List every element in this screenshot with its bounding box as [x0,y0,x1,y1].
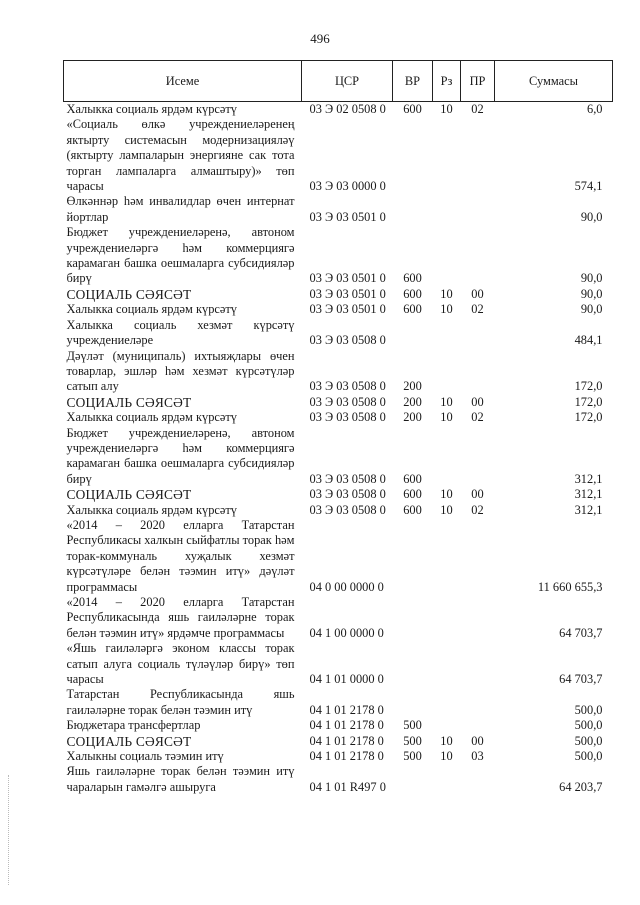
cell-rz [433,764,461,795]
cell-csr: 04 1 01 2178 0 [309,733,384,748]
cell-sum: 312,1 [574,502,603,517]
cell-sum: 574,1 [574,179,603,194]
cell-sum: 500,0 [574,733,603,748]
cell-vr: 600 [403,302,422,317]
table-row [64,764,613,795]
table-row [64,318,613,349]
cell-name: Халыкка социаль ярдәм күрсәтү [66,410,238,425]
header-sum: Суммасы [495,61,613,102]
table-row [64,518,613,595]
cell-sum: 500,0 [574,749,603,764]
cell-rz [433,426,461,488]
cell-name: Дәүләт (муниципаль) ихтыяҗлары өчен товарлар, эшләр һәм хезмәт күрсәтүләр сатып алу [66,348,295,394]
cell-vr [393,518,433,595]
cell-rz [433,318,461,349]
cell-csr: 04 0 00 0000 0 [309,579,384,594]
cell-vr [393,764,433,795]
table-row [64,641,613,687]
cell-sum: 172,0 [574,394,603,409]
cell-pr [461,194,495,225]
cell-pr [461,641,495,687]
table-row [64,349,613,395]
cell-vr: 600 [403,502,422,517]
cell-name: Халыкка социаль хезмәт күрсәтү учреждениеләре [66,317,295,348]
cell-name: СОЦИАЛЬ СӘЯСӘТ [66,487,192,503]
cell-csr: 03 Э 03 0508 0 [309,379,386,394]
table-header [64,61,613,102]
cell-rz: 10 [440,410,453,425]
cell-vr [393,641,433,687]
cell-pr [461,595,495,641]
cell-sum: 64 703,7 [559,672,603,687]
table-row [64,287,613,302]
table-row [64,410,613,425]
cell-name: Бюджет учреждениеләренә, автоном учреждениеләргә һәм коммерциягә карамаган башка оешмаларга субсидияләр бирү [66,225,295,286]
cell-sum: 90,0 [580,271,603,286]
cell-vr: 600 [403,271,422,286]
cell-name: СОЦИАЛЬ СӘЯСӘТ [66,733,192,749]
cell-pr: 00 [471,487,484,502]
cell-csr: 04 1 01 2178 0 [309,718,384,733]
table-row [64,302,613,317]
header-pr: ПР [461,61,495,102]
cell-name: Бюджет учреждениеләренә, автоном учреждениеләргә һәм коммерциягә карамаган башка оешмаларга субсидияләр бирү [66,425,295,486]
cell-rz [433,595,461,641]
cell-csr: 04 1 00 0000 0 [309,625,384,640]
cell-pr: 00 [471,286,484,301]
cell-rz [433,117,461,194]
cell-rz: 10 [440,302,453,317]
cell-name: СОЦИАЛЬ СӘЯСӘТ [66,394,192,410]
table-body [64,102,613,796]
table-row [64,117,613,194]
cell-csr: 03 Э 02 0508 0 [309,102,386,116]
table-row [64,503,613,518]
cell-vr [393,194,433,225]
cell-rz: 10 [440,286,453,301]
cell-vr: 600 [403,471,422,486]
cell-rz: 10 [440,102,453,116]
margin-mark [8,775,9,885]
table-row [64,718,613,733]
cell-pr [461,426,495,488]
cell-name: Халыкка социаль ярдәм күрсәтү [66,302,238,317]
cell-name: Халыкны социаль тәэмин итү [66,749,224,764]
cell-csr: 03 Э 03 0501 0 [309,286,386,301]
cell-name: «Яшь гаиләләргә эконом классы торак сатып алуга социаль түләүләр бирү» төп чарасы [66,641,295,687]
table-row [64,194,613,225]
cell-pr [461,117,495,194]
cell-vr: 600 [403,487,422,502]
cell-name: Бюджетара трансфертлар [66,718,201,733]
cell-rz [433,225,461,287]
cell-csr: 03 Э 03 0508 0 [309,471,386,486]
header-vr: ВР [393,61,433,102]
cell-name: СОЦИАЛЬ СӘЯСӘТ [66,286,192,302]
cell-rz [433,687,461,718]
cell-vr: 600 [403,102,422,116]
header-rz: Рз [433,61,461,102]
cell-vr: 200 [403,410,422,425]
header-csr: ЦСР [302,61,393,102]
cell-sum: 64 703,7 [559,625,603,640]
cell-sum: 90,0 [580,209,603,224]
cell-name: Татарстан Республикасында яшь гаиләләрне торак белән тәэмин итү [66,687,295,717]
cell-rz: 10 [440,487,453,502]
cell-csr: 03 Э 03 0501 0 [309,271,386,286]
cell-csr: 03 Э 03 0508 0 [309,394,386,409]
cell-rz [433,349,461,395]
cell-name: Халыкка социаль ярдәм күрсәтү [66,102,238,116]
cell-pr [461,764,495,795]
cell-sum: 500,0 [574,702,603,717]
cell-sum: 172,0 [574,410,603,425]
table-row [64,595,613,641]
cell-vr: 200 [403,394,422,409]
cell-csr: 03 Э 03 0508 0 [309,410,386,425]
cell-rz: 10 [440,749,453,764]
table-row [64,749,613,764]
cell-csr: 03 Э 03 0508 0 [309,333,386,348]
cell-pr: 02 [471,410,484,425]
cell-name: Халыкка социаль ярдәм күрсәтү [66,502,238,517]
cell-rz: 10 [440,733,453,748]
cell-sum: 312,1 [574,487,603,502]
cell-name: «Социаль өлкә учреждениеләренең яктырту системасын модернизацияләү (яктырту лампаларын энергияне сак тота торган лампаларга алмаштыру)» төп чарасы [66,117,295,194]
table-row [64,225,613,287]
cell-sum: 312,1 [574,471,603,486]
cell-csr: 03 Э 03 0501 0 [309,209,386,224]
cell-rz: 10 [440,394,453,409]
cell-pr [461,518,495,595]
cell-csr: 04 1 01 2178 0 [309,749,384,764]
cell-vr [393,595,433,641]
cell-pr [461,349,495,395]
cell-rz [433,518,461,595]
cell-csr: 03 Э 03 0000 0 [309,179,386,194]
cell-pr: 02 [471,302,484,317]
cell-name: Өлкәннәр һәм инвалидлар өчен интернат йортлар [66,194,295,224]
cell-rz [433,718,461,733]
table-row [64,395,613,410]
cell-vr [393,318,433,349]
cell-vr: 500 [403,718,422,733]
cell-vr: 500 [403,749,422,764]
cell-pr: 00 [471,733,484,748]
cell-name: «2014 – 2020 елларга Татарстан Республикасы халкын сыйфатлы торак һәм торак-коммуналь хуҗалык хезмәт күрсәтүләре белән тәэмин итү» дәүләт программасы [66,517,295,594]
cell-vr: 500 [403,733,422,748]
cell-rz [433,194,461,225]
cell-rz [433,641,461,687]
cell-sum: 500,0 [574,718,603,733]
cell-name: Яшь гаиләләрне торак белән тәэмин итү чараларын гамәлгә ашыруга [66,764,295,794]
table-row [64,487,613,502]
cell-pr: 02 [471,102,484,116]
cell-pr [461,318,495,349]
table-row [64,687,613,718]
cell-csr: 04 1 01 R497 0 [309,779,386,794]
cell-pr: 03 [471,749,484,764]
cell-sum: 90,0 [580,286,603,301]
cell-csr: 04 1 01 0000 0 [309,672,384,687]
cell-sum: 90,0 [580,302,603,317]
cell-rz: 10 [440,502,453,517]
cell-vr [393,687,433,718]
cell-pr [461,225,495,287]
cell-sum: 484,1 [574,333,603,348]
cell-csr: 04 1 01 2178 0 [309,702,384,717]
cell-sum: 6,0 [587,102,603,116]
cell-sum: 64 203,7 [559,779,603,794]
cell-sum: 172,0 [574,379,603,394]
header-name: Исеме [64,61,302,102]
cell-sum: 11 660 655,3 [537,579,603,594]
cell-pr: 02 [471,502,484,517]
cell-pr: 00 [471,394,484,409]
cell-csr: 03 Э 03 0508 0 [309,502,386,517]
budget-table [63,60,613,795]
cell-vr: 200 [403,379,422,394]
table-row [64,102,613,118]
cell-name: «2014 – 2020 елларга Татарстан Республикасында яшь гаиләләрне торак белән тәэмин итү» ярдәмче программасы [66,595,295,640]
cell-pr [461,718,495,733]
table-row [64,426,613,488]
cell-vr [393,117,433,194]
cell-vr: 600 [403,286,422,301]
table-row [64,734,613,749]
cell-pr [461,687,495,718]
cell-csr: 03 Э 03 0501 0 [309,302,386,317]
cell-csr: 03 Э 03 0508 0 [309,487,386,502]
page-number: 496 [310,31,330,46]
